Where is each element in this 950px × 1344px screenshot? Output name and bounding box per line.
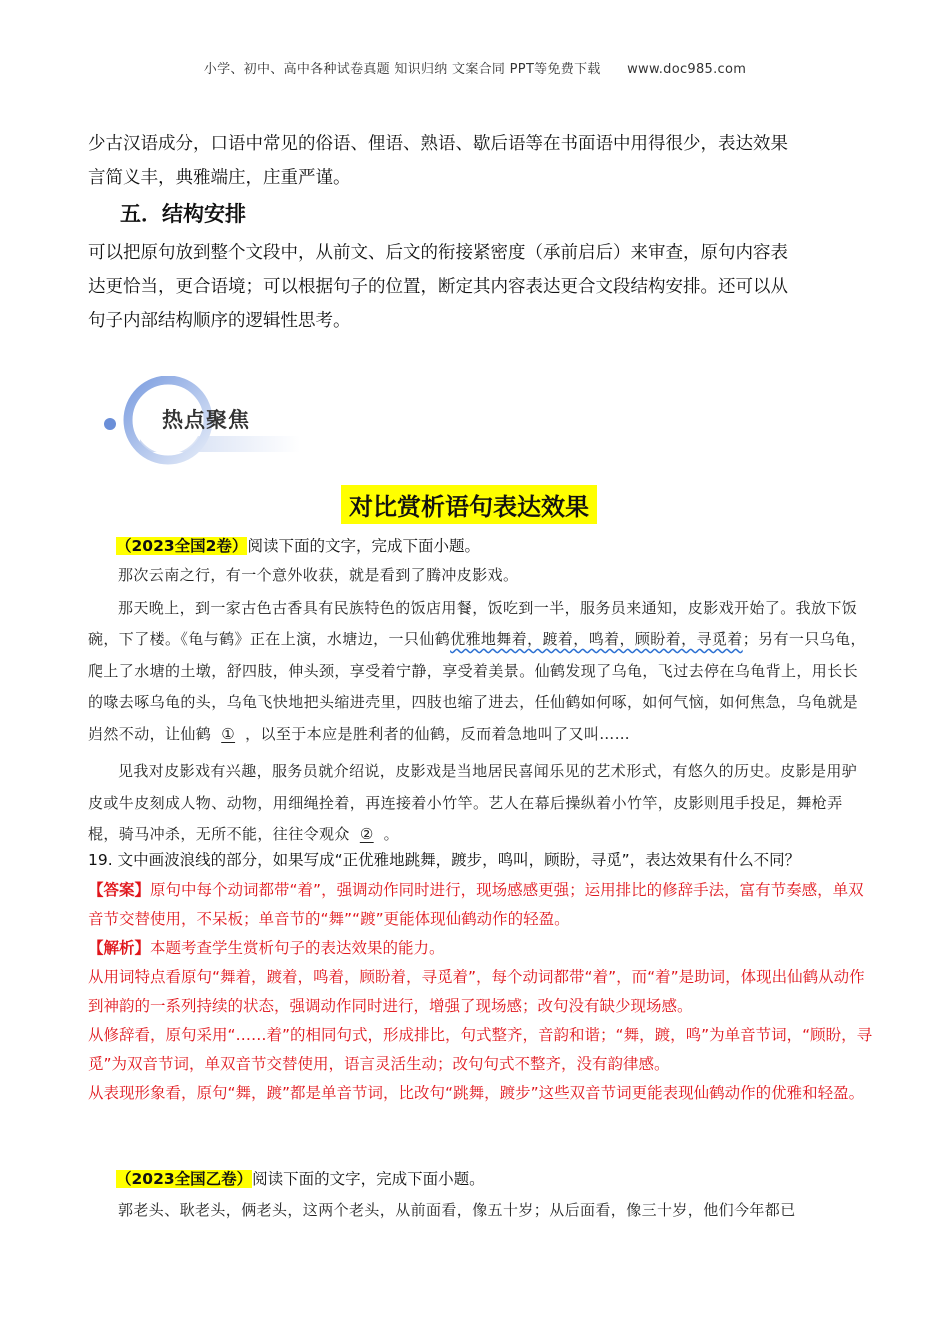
q1-para-2b: ；另有一只乌龟，爬上了水塘的土墩，舒四肢，伸头颈，享受着宁静，享受着美景。仙鹤发现了乌龟，飞过去停在乌龟背上，用长长的喙去啄乌龟的头，乌龟飞快地把头缩进壳里，四肢也缩了进去，任仙鹤如何啄，如何气恼，如何焦急，乌龟就是岿然不动，让仙鹤 bbox=[88, 630, 866, 743]
q1-para-2c: ，以至于本应是胜利者的仙鹤，反而着急地叫了又叫…… bbox=[245, 724, 631, 743]
answer-text: 原句中每个动词都带“着”，强调动作同时进行，现场感感更强；运用排比的修辞手法，富有节奏感，单双音节交替使用，不呆板；单音节的“舞”“踱”更能体现仙鹤动作的轻盈。 bbox=[88, 881, 864, 928]
analysis-point-1: 从用词特点看原句“舞着，踱着，鸣着，顾盼着，寻觅着”，每个动词都带“着”，而“着”是助词，体现出仙鹤从动作到神韵的一系列持续的状态，强调动作同时进行，增强了现场感；改句没有缺少现场感。 bbox=[88, 968, 865, 1015]
analysis-paragraph bbox=[88, 934, 878, 963]
answer-block bbox=[88, 876, 878, 1108]
question-19: 19. 文中画波浪线的部分，如果写成“正优雅地跳舞，踱步，鸣叫，顾盼，寻觅”，表达效果有什么不同？ bbox=[88, 851, 801, 869]
q1-para-3 bbox=[88, 756, 868, 851]
q1-para-3a: 见我对皮影戏有兴趣，服务员就介绍说，皮影戏是当地居民喜闻乐见的艺术形式，有悠久的历史。皮影是用驴皮或牛皮刻成人物、动物，用细绳拴着，再连接着小竹竿。艺人在幕后操纵着小竹竿，皮影则甩手投足，舞枪弄棍，骑马冲杀，无所不能，往往令观众 bbox=[88, 762, 858, 843]
q1-blank-1: ① bbox=[221, 724, 236, 743]
header-text: 小学、初中、高中各种试卷真题 知识归纳 文案合同 PPT等免费下载 bbox=[203, 62, 601, 77]
analysis-text: 本题考查学生赏析句子的表达效果的能力。 bbox=[150, 939, 445, 957]
badge-label: 热点聚焦 bbox=[162, 408, 250, 432]
analysis-point-2: 从修辞看，原句采用“……着”的相同句式，形成排比，句式整齐，音韵和谐；“舞，踱，鸣”为单音节词，“顾盼，寻觅”为双音节词，单双音节交替使用，语言灵活生动；改句句式不整齐，没有韵律感。 bbox=[88, 1026, 873, 1073]
analysis-label: 【解析】 bbox=[88, 939, 151, 957]
intro-line-2: 言简义丰，典雅端庄，庄重严谨。 bbox=[88, 168, 351, 188]
q1-instruction: 阅读下面的文字，完成下面小题。 bbox=[247, 537, 480, 555]
q1-para-2a: 那天晚上，到一家古色古香具有民族特色的饭店用餐，饭吃到一半，服务员来通知，皮影戏开始了。我放下饭碗，下了楼。《龟与鹤》正在上演，水塘边，一只仙鹤 bbox=[88, 598, 858, 648]
q2-para-1: 郭老头、耿老头，俩老头，这两个老头，从前面看，像五十岁；从后面看，像三十岁，他们今年都已 bbox=[118, 1201, 796, 1219]
section-paragraph bbox=[88, 236, 868, 338]
section-line-3: 句子内部结构顺序的逻辑性思考。 bbox=[88, 311, 351, 331]
q1-wavy-text: 优雅地舞着，踱着，鸣着，顾盼着，寻觅着 bbox=[450, 630, 743, 648]
q1-blank-2: ② bbox=[359, 825, 374, 843]
section-line-2: 达更恰当，更合语境；可以根据句子的位置，断定其内容表达更合文段结构安排。还可以从 bbox=[88, 277, 788, 297]
section-line-1: 可以把原句放到整个文段中，从前文、后文的衔接紧密度（承前启后）来审查，原句内容表 bbox=[88, 243, 788, 263]
badge-dot bbox=[104, 418, 116, 430]
q2-header bbox=[116, 1166, 485, 1192]
q2-instruction: 阅读下面的文字，完成下面小题。 bbox=[252, 1170, 485, 1188]
q1-header bbox=[116, 533, 480, 559]
hot-topic-badge bbox=[100, 376, 300, 466]
q1-source: （2023全国2卷） bbox=[116, 537, 248, 555]
q1-para-3b: 。 bbox=[383, 825, 400, 843]
q1-para-2 bbox=[88, 593, 868, 751]
topic-title: 对比赏析语句表达效果 bbox=[341, 485, 597, 524]
q2-source: （2023全国乙卷） bbox=[116, 1170, 253, 1188]
header-site-link[interactable]: www.doc985.com bbox=[627, 62, 747, 77]
q1-passage bbox=[88, 560, 868, 851]
answer-paragraph bbox=[88, 876, 878, 934]
q2-passage bbox=[88, 1195, 868, 1227]
intro-paragraph bbox=[88, 127, 868, 195]
intro-line-1: 少古汉语成分，口语中常见的俗语、俚语、熟语、歇后语等在书面语中用得很少，表达效果 bbox=[88, 134, 788, 154]
q1-para-1: 那次云南之行，有一个意外收获，就是看到了腾冲皮影戏。 bbox=[118, 566, 519, 584]
section-title: 五．结构安排 bbox=[120, 202, 246, 226]
page-header bbox=[0, 58, 950, 77]
answer-label: 【答案】 bbox=[88, 881, 151, 899]
analysis-point-3: 从表现形象看，原句“舞，踱”都是单音节词，比改句“跳舞，踱步”这些双音节词更能表现仙鹤动作的优雅和轻盈。 bbox=[88, 1084, 865, 1102]
